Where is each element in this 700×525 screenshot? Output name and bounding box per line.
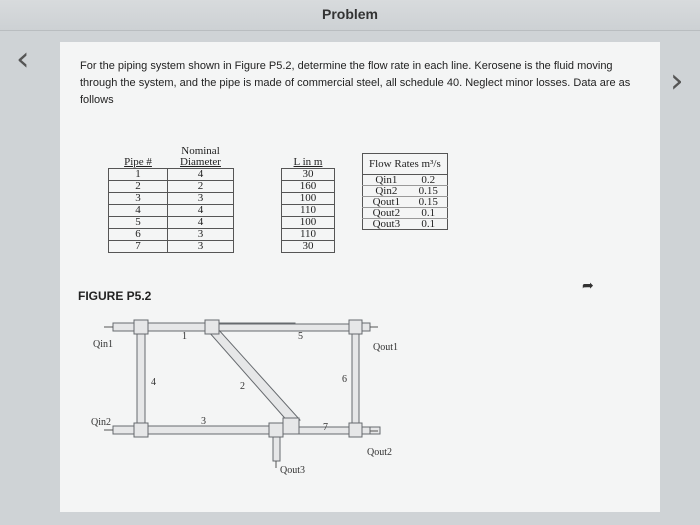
figure-label: FIGURE P5.2	[78, 289, 152, 303]
cell-diameter: 2	[168, 181, 234, 193]
pipe-label-2: 2	[240, 381, 245, 392]
page-title: Problem	[321, 6, 378, 22]
flow-label: Qout1	[363, 197, 410, 208]
tee-fitting	[269, 423, 283, 437]
cell-length: 30	[282, 169, 335, 181]
cell-diameter: 3	[168, 229, 234, 241]
chevron-left-icon[interactable]: ‹	[16, 39, 30, 79]
cell-length: 110	[282, 205, 335, 217]
cell-pipe: 3	[109, 193, 168, 205]
cell-diameter: 3	[168, 193, 234, 205]
header-length: L in m	[293, 156, 323, 168]
qin2-label: Qin2	[91, 417, 111, 428]
flow-value: 0.1	[410, 219, 448, 230]
qout3-label: Qout3	[280, 465, 305, 476]
cursor-icon: ➦	[582, 277, 594, 293]
tee-fitting	[283, 418, 299, 434]
chevron-right-icon[interactable]: ›	[670, 61, 684, 101]
cell-length: 100	[282, 193, 335, 205]
cell-pipe: 4	[109, 205, 168, 217]
pipe-6	[352, 330, 359, 428]
cell-length: 30	[282, 241, 335, 253]
flow-label: Qout2	[363, 208, 410, 219]
flow-value: 0.1	[410, 208, 448, 219]
tee-fitting	[205, 320, 219, 334]
cell-length: 110	[282, 229, 335, 241]
flow-header: Flow Rates m³/s	[363, 154, 448, 175]
cell-pipe: 5	[109, 217, 168, 229]
cell-diameter: 4	[168, 217, 234, 229]
flow-value: 0.15	[410, 186, 448, 197]
tee-fitting	[349, 423, 362, 437]
tee-fitting	[349, 320, 362, 334]
flow-value: 0.15	[410, 197, 448, 208]
pipe-4	[137, 330, 145, 428]
pipe-label-6: 6	[342, 374, 347, 385]
flow-value: 0.2	[410, 175, 448, 186]
qout1-label: Qout1	[373, 342, 398, 353]
pipe-label-1: 1	[182, 331, 187, 342]
cell-diameter: 4	[168, 169, 234, 181]
header-nominal: Nominal	[181, 145, 220, 157]
tee-fitting	[134, 423, 148, 437]
cell-pipe: 1	[109, 169, 168, 181]
pipe-label-4: 4	[151, 377, 156, 388]
problem-text: For the piping system shown in Figure P5.2, determine the flow rate in each line. Kerosene is the fluid moving through the system, and the pipe is made of commercial steel, all schedule 40. Neglect minor losses. Data are as follows	[80, 60, 631, 106]
pipe-2	[208, 329, 300, 424]
qout2-label: Qout2	[367, 447, 392, 458]
pipe-label-5: 5	[298, 331, 303, 342]
header-diameter: Diameter	[180, 156, 221, 168]
pipe-label-3: 3	[201, 416, 206, 427]
tee-fitting	[134, 320, 148, 334]
flow-label: Qout3	[363, 219, 410, 230]
pipe-5	[212, 324, 362, 331]
cell-diameter: 4	[168, 205, 234, 217]
cell-pipe: 6	[109, 229, 168, 241]
cell-pipe: 7	[109, 241, 168, 253]
qin1-label: Qin1	[93, 339, 113, 350]
cell-pipe: 2	[109, 181, 168, 193]
flow-label: Qin1	[363, 175, 410, 186]
flow-label: Qin2	[363, 186, 410, 197]
header-pipe: Pipe #	[124, 156, 152, 168]
pipe-label-7: 7	[323, 422, 328, 433]
cell-diameter: 3	[168, 241, 234, 253]
cell-length: 160	[282, 181, 335, 193]
cell-length: 100	[282, 217, 335, 229]
